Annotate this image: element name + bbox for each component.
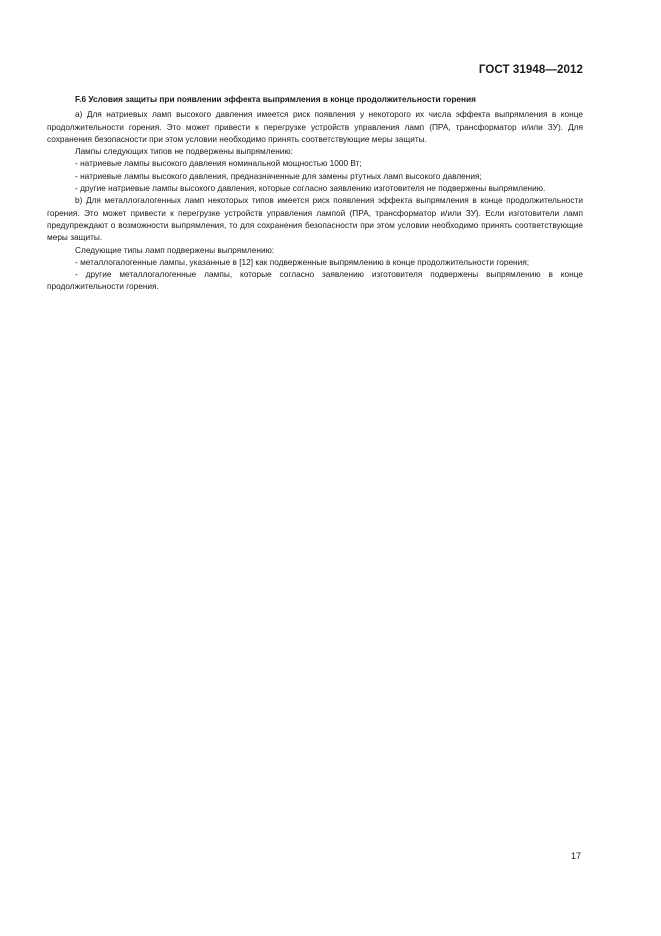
list-item-sodium-replacement: - натриевые лампы высокого давления, предназначенные для замены ртутных ламп высокого давления;: [75, 170, 482, 181]
paragraph-a: а) Для натриевых ламп высокого давления имеется риск появления у некоторого их числа эффекта выпрямления в конце продолжительности горения. Это может привести к перегрузке устройств управления ламп (ПРА, трансформатор и/или ЗУ). Для сохранения безопасности при этом условии необходимо принять соответствующие меры защиты.: [47, 109, 583, 144]
list-item-sodium-1000w: - натриевые лампы высокого давления номинальной мощностью 1000 Вт;: [75, 158, 362, 169]
document-header: ГОСТ 31948—2012: [478, 64, 583, 76]
page-number: 17: [570, 851, 581, 861]
list-item-metal-halide-other: - другие металлогалогенные лампы, которые согласно заявлению изготовителя подвержены выпрямлению в конце продолжительности горения.: [47, 269, 583, 292]
list-item-metal-halide-12: - металлогалогенные лампы, указанные в [12] как подверженные выпрямлению в конце продолжительности горения;: [75, 256, 530, 267]
paragraph-b: b) Для металлогалогенных ламп некоторых типов имеется риск появления эффекта выпрямления в конце продолжительности горения. Это может привести к перегрузке устройств управления лампой (ПРА, трансформатор и/или ЗУ). Если изготовители ламп предупреждают о возможности выпрямления, то для сохранения безопасности при этом условии необходимо принять соответствующие меры защиты.: [47, 195, 583, 243]
paragraph-subject-intro: Следующие типы ламп подвержены выпрямлению:: [75, 244, 275, 255]
list-item-sodium-other: - другие натриевые лампы высокого давления, которые согласно заявлению изготовителя не подвержены выпрямлению.: [75, 183, 546, 194]
paragraph-not-subject-intro: Лампы следующих типов не подвержены выпрямлению:: [75, 146, 293, 157]
section-title: F.6 Условия защиты при появлении эффекта выпрямления в конце продолжительности горения: [75, 94, 476, 104]
section-content: [47, 93, 583, 293]
